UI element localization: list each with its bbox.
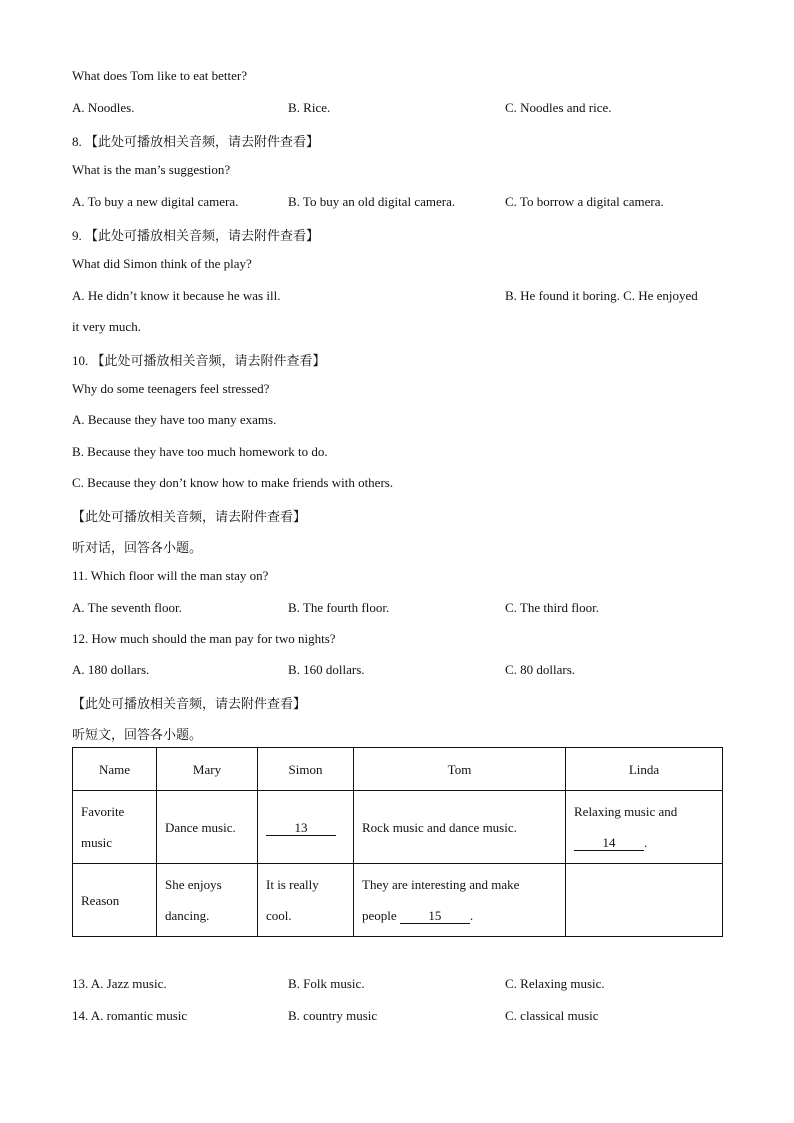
blank-13[interactable]: 13 (266, 821, 336, 836)
question-12-text: 12. How much should the man pay for two nights? (72, 631, 336, 646)
q12-option-b: B. 160 dollars. (288, 662, 365, 677)
cell-mary-reason (157, 864, 258, 937)
q13-option-b: B. Folk music. (288, 976, 365, 991)
q9-audio-header[interactable]: 9. 【此处可播放相关音频，请去附件查看】 (72, 228, 320, 243)
tom-period: . (469, 908, 474, 923)
section-13-audio[interactable]: 【此处可播放相关音频，请去附件查看】 (72, 696, 307, 711)
linda-text: Relaxing music and (574, 804, 678, 819)
q8-option-c: C. To borrow a digital camera. (505, 194, 664, 209)
row-label-line2: music (81, 835, 113, 850)
q8-audio-header[interactable]: 8. 【此处可播放相关音频，请去附件查看】 (72, 134, 320, 149)
cell-simon-reason (258, 864, 354, 937)
q7-option-c: C. Noodles and rice. (505, 100, 612, 115)
question-11-text: 11. Which floor will the man stay on? (72, 568, 269, 583)
q12-option-a: A. 180 dollars. (72, 662, 150, 677)
q12-option-c: C. 80 dollars. (505, 662, 576, 677)
q10-audio-header[interactable]: 10. 【此处可播放相关音频，请去附件查看】 (72, 353, 326, 368)
question-10-text: Why do some teenagers feel stressed? (72, 381, 270, 396)
header-linda: Linda (566, 748, 723, 791)
cell-linda-favorite (566, 791, 723, 864)
header-mary: Mary (157, 748, 258, 791)
q13-option-c: C. Relaxing music. (505, 976, 605, 991)
q11-option-c: C. The third floor. (505, 600, 600, 615)
blank-14[interactable]: 14 (574, 836, 644, 851)
music-table (72, 747, 723, 937)
row-label-favorite (73, 791, 157, 864)
simon-reason-line2: cool. (266, 908, 292, 923)
blank-15[interactable]: 15 (400, 909, 470, 924)
question-9-text: What did Simon think of the play? (72, 256, 252, 271)
cell-mary-favorite: Dance music. (157, 791, 258, 864)
cell-linda-reason (566, 864, 723, 937)
q14-option-a: 14. A. romantic music (72, 1008, 188, 1023)
table-row-reason (73, 864, 723, 937)
header-tom: Tom (354, 748, 566, 791)
cell-tom-reason (354, 864, 566, 937)
question-7-text: What does Tom like to eat better? (72, 68, 248, 83)
cell-simon-favorite (258, 791, 354, 864)
section-13-instruction: 听短文，回答各小题。 (72, 727, 203, 742)
q11-option-a: A. The seventh floor. (72, 600, 182, 615)
q8-option-a: A. To buy a new digital camera. (72, 194, 239, 209)
row-label-reason: Reason (73, 864, 157, 937)
q9-option-a: A. He didn’t know it because he was ill. (72, 288, 281, 303)
question-8-text: What is the man’s suggestion? (72, 162, 231, 177)
header-name: Name (73, 748, 157, 791)
q10-option-b: B. Because they have too much homework to do. (72, 444, 328, 459)
q11-option-b: B. The fourth floor. (288, 600, 390, 615)
header-simon: Simon (258, 748, 354, 791)
linda-period: . (644, 835, 648, 850)
q10-option-c: C. Because they don’t know how to make friends with others. (72, 475, 394, 490)
section-11-audio[interactable]: 【此处可播放相关音频，请去附件查看】 (72, 509, 307, 524)
tom-reason-line2: people (362, 908, 397, 923)
q14-option-c: C. classical music (505, 1008, 599, 1023)
mary-reason-line1: She enjoys (165, 877, 222, 892)
q7-option-b: B. Rice. (288, 100, 331, 115)
simon-reason-line1: It is really (266, 877, 319, 892)
q14-option-b: B. country music (288, 1008, 378, 1023)
q9-option-c-cont: it very much. (72, 319, 141, 334)
q8-option-b: B. To buy an old digital camera. (288, 194, 456, 209)
tom-reason-line1: They are interesting and make (362, 877, 520, 892)
q10-option-a: A. Because they have too many exams. (72, 412, 277, 427)
row-label-line1: Favorite (81, 804, 125, 819)
cell-tom-favorite: Rock music and dance music. (354, 791, 566, 864)
section-11-instruction: 听对话，回答各小题。 (72, 540, 203, 555)
q7-option-a: A. Noodles. (72, 100, 135, 115)
table-header-row (73, 748, 723, 791)
mary-reason-line2: dancing. (165, 908, 210, 923)
q9-option-b-c: B. He found it boring. C. He enjoyed (505, 288, 698, 303)
table-row-favorite (73, 791, 723, 864)
q13-option-a: 13. A. Jazz music. (72, 976, 167, 991)
